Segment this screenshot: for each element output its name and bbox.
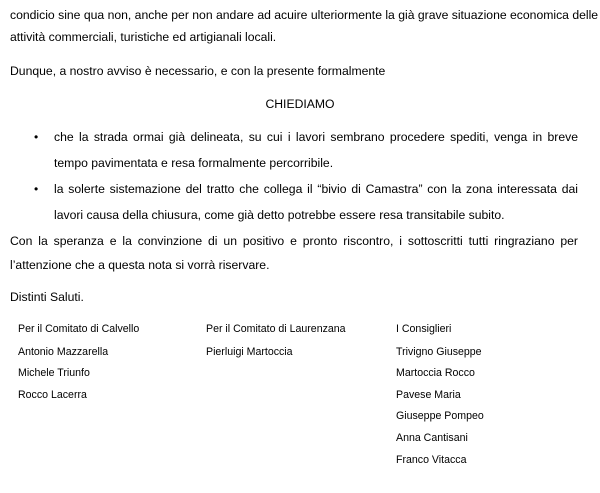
signature-title: I Consiglieri bbox=[396, 323, 452, 335]
intro-line-2: attività commerciali, turistiche ed artigianali locali. bbox=[10, 30, 277, 44]
bullet-1-line-2: tempo pavimentata e resa formalmente percorribile. bbox=[54, 156, 334, 170]
signature-name: Pavese Maria bbox=[396, 389, 461, 401]
closing-line-2: l’attenzione che a questa nota si vorrà riservare. bbox=[10, 258, 270, 272]
bullet-2-line-1: la solerte sistemazione del tratto che collega il “bivio di Camastra” con la zona interessata dai bbox=[54, 182, 578, 196]
signature-name: Michele Triunfo bbox=[18, 367, 90, 379]
bullet-icon: • bbox=[34, 182, 39, 196]
bullet-2-line-2: lavori causa della chiusura, come già detto potrebbe essere resa transitabile subito. bbox=[54, 208, 505, 222]
heading-chiediamo: CHIEDIAMO bbox=[265, 97, 335, 111]
bullet-1-line-1: che la strada ormai già delineata, su cui i lavori sembrano procedere spediti, venga in breve bbox=[54, 130, 578, 144]
greeting: Distinti Saluti. bbox=[10, 290, 84, 304]
intro-line-1: condicio sine qua non, anche per non andare ad acuire ulteriormente la già grave situazione economica delle bbox=[10, 8, 599, 22]
signature-title: Per il Comitato di Calvello bbox=[18, 323, 140, 335]
signature-name: Franco Vitacca bbox=[396, 454, 467, 466]
signature-name: Anna Cantisani bbox=[396, 432, 468, 444]
signature-name: Pierluigi Martoccia bbox=[206, 346, 293, 358]
bullet-icon: • bbox=[34, 130, 39, 144]
closing-line-1: Con la speranza e la convinzione di un positivo e pronto riscontro, i sottoscritti tutti ringraziano per bbox=[10, 234, 578, 248]
signature-name: Giuseppe Pompeo bbox=[396, 410, 484, 422]
signature-name: Martoccia Rocco bbox=[396, 367, 475, 379]
request-intro: Dunque, a nostro avviso è necessario, e con la presente formalmente bbox=[10, 64, 386, 78]
signature-title: Per il Comitato di Laurenzana bbox=[206, 323, 346, 335]
signature-name: Rocco Lacerra bbox=[18, 389, 87, 401]
signature-name: Antonio Mazzarella bbox=[18, 346, 109, 358]
signature-name: Trivigno Giuseppe bbox=[396, 346, 482, 358]
